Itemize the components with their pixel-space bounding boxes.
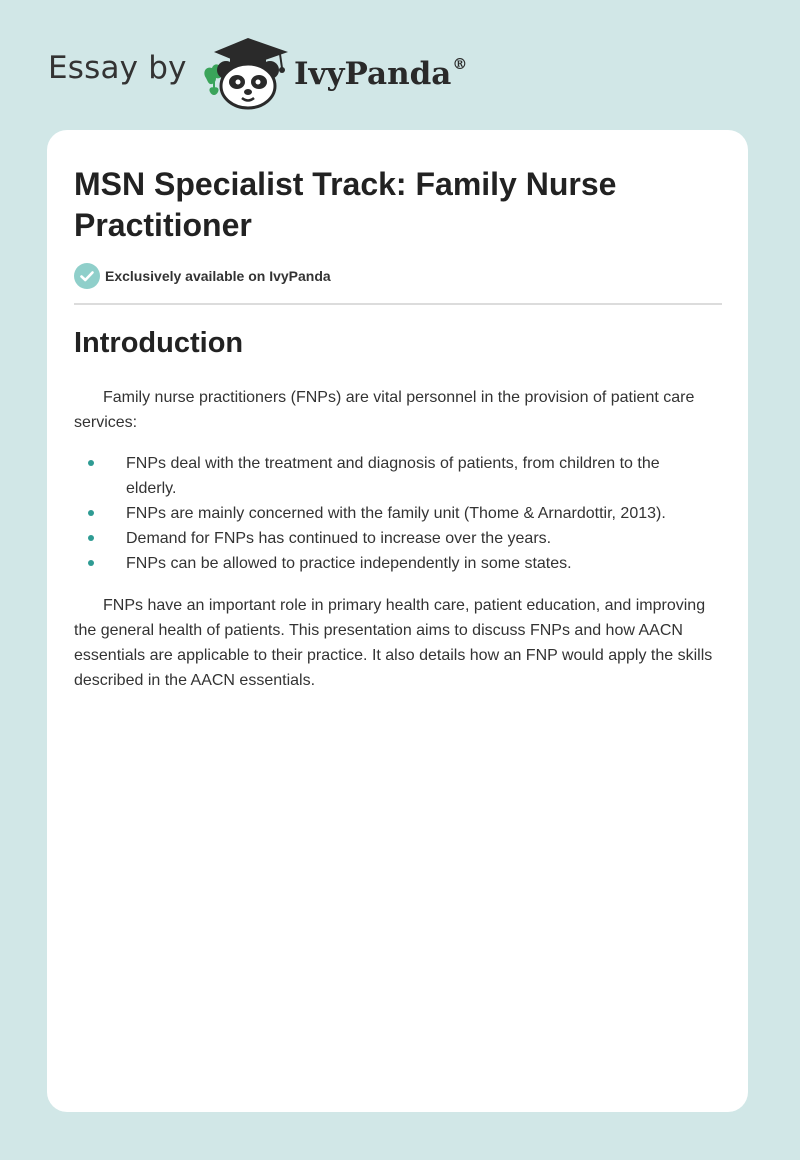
list-item [74,551,724,576]
brand-name-text: IvyPanda [294,56,452,92]
list-item-text: FNPs are mainly concerned with the family unit (Thome & Arnardottir, 2013). [126,505,666,522]
closing-paragraph: FNPs have an important role in primary health care, patient education, and improving the general health of patients. This presentation aims to discuss FNPs and how AACN essentials are applicable to their practice. It also details how an FNP would apply the skills described in the AACN essentials. [74,597,713,689]
bullet-dot-icon [88,535,94,541]
bullet-dot-icon [88,460,94,466]
check-circle-icon [74,263,100,289]
ivypanda-logo-icon[interactable] [200,34,296,110]
exclusive-badge-text: Exclusively available on IvyPanda [105,268,331,284]
list-item-text: FNPs deal with the treatment and diagnosis of patients, from children to the elderly. [126,455,660,497]
list-item [74,526,724,551]
bullet-dot-icon [88,510,94,516]
divider [74,303,722,305]
essay-card [47,130,748,1112]
page-title: MSN Specialist Track: Family Nurse Practitioner [74,166,617,243]
list-item [74,501,724,526]
section-heading: Introduction [74,327,244,359]
bullet-list [74,451,724,576]
registered-mark: ® [452,54,468,73]
site-header [0,0,800,120]
essay-by-label: Essay by [48,50,187,86]
list-item-text: FNPs can be allowed to practice independently in some states. [126,555,572,572]
brand-name[interactable] [294,56,467,92]
bullet-dot-icon [88,560,94,566]
list-item-text: Demand for FNPs has continued to increase over the years. [126,530,552,547]
intro-paragraph: Family nurse practitioners (FNPs) are vital personnel in the provision of patient care services: [74,389,695,431]
exclusive-badge [74,263,331,289]
list-item [74,451,724,501]
